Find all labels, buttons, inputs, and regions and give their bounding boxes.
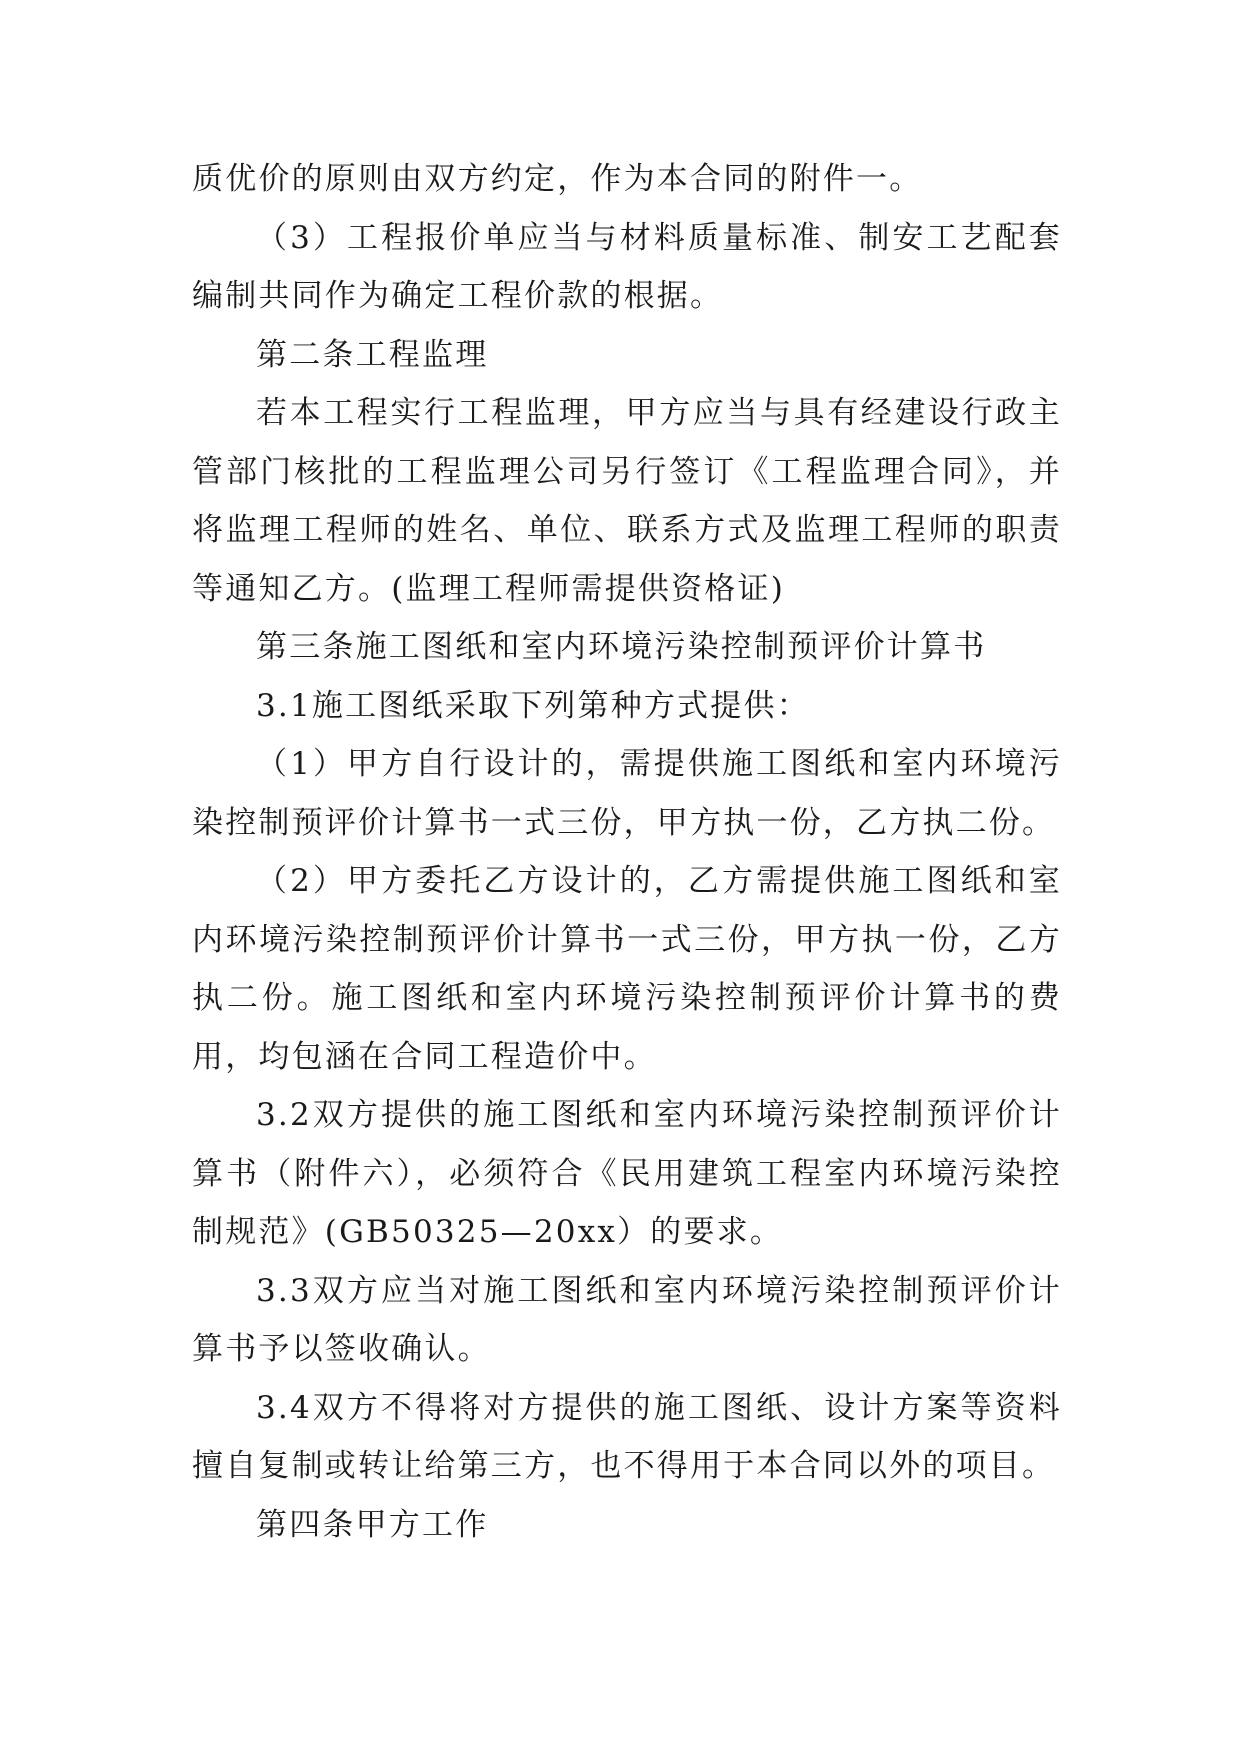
paragraph: 质优价的原则由双方约定，作为本合同的附件一。: [192, 161, 923, 197]
section-heading: 第四条甲方工作: [256, 1506, 489, 1543]
paragraph: （1）甲方自行设计的，需提供施工图纸和室内环境污染控制预评价计算书一式三份，甲方执一份，乙方执二份。: [192, 746, 1062, 841]
paragraph: 3.1施工图纸采取下列第种方式提供：: [256, 687, 810, 724]
paragraph: 3.2双方提供的施工图纸和室内环境污染控制预评价计算书（附件六），必须符合《民用建筑工程室内环境污染控制规范》(GB50325—20xx）的要求。: [192, 1097, 1062, 1250]
paragraph: （2）甲方委托乙方设计的，乙方需提供施工图纸和室内环境污染控制预评价计算书一式三份，甲方执一份，乙方执二份。施工图纸和室内环境污染控制预评价计算书的费用，均包涵在合同工程造价中。: [192, 863, 1062, 1075]
paragraph: （3）工程报价单应当与材料质量标准、制安工艺配套编制共同作为确定工程价款的根据。: [192, 219, 1062, 314]
section-heading: 第三条施工图纸和室内环境污染控制预评价计算书: [256, 629, 987, 665]
contract-body: [192, 150, 1062, 1554]
paragraph: 3.4双方不得将对方提供的施工图纸、设计方案等资料擅自复制或转让给第三方，也不得用于本合同以外的项目。: [192, 1389, 1062, 1484]
section-heading: 第二条工程监理: [256, 336, 489, 373]
paragraph: 若本工程实行工程监理，甲方应当与具有经建设行政主管部门核批的工程监理公司另行签订《工程监理合同》，并将监理工程师的姓名、单位、联系方式及监理工程师的职责等通知乙方。(监理工程师需提供资格证): [192, 395, 1062, 607]
paragraph: 3.3双方应当对施工图纸和室内环境污染控制预评价计算书予以签收确认。: [192, 1272, 1062, 1367]
